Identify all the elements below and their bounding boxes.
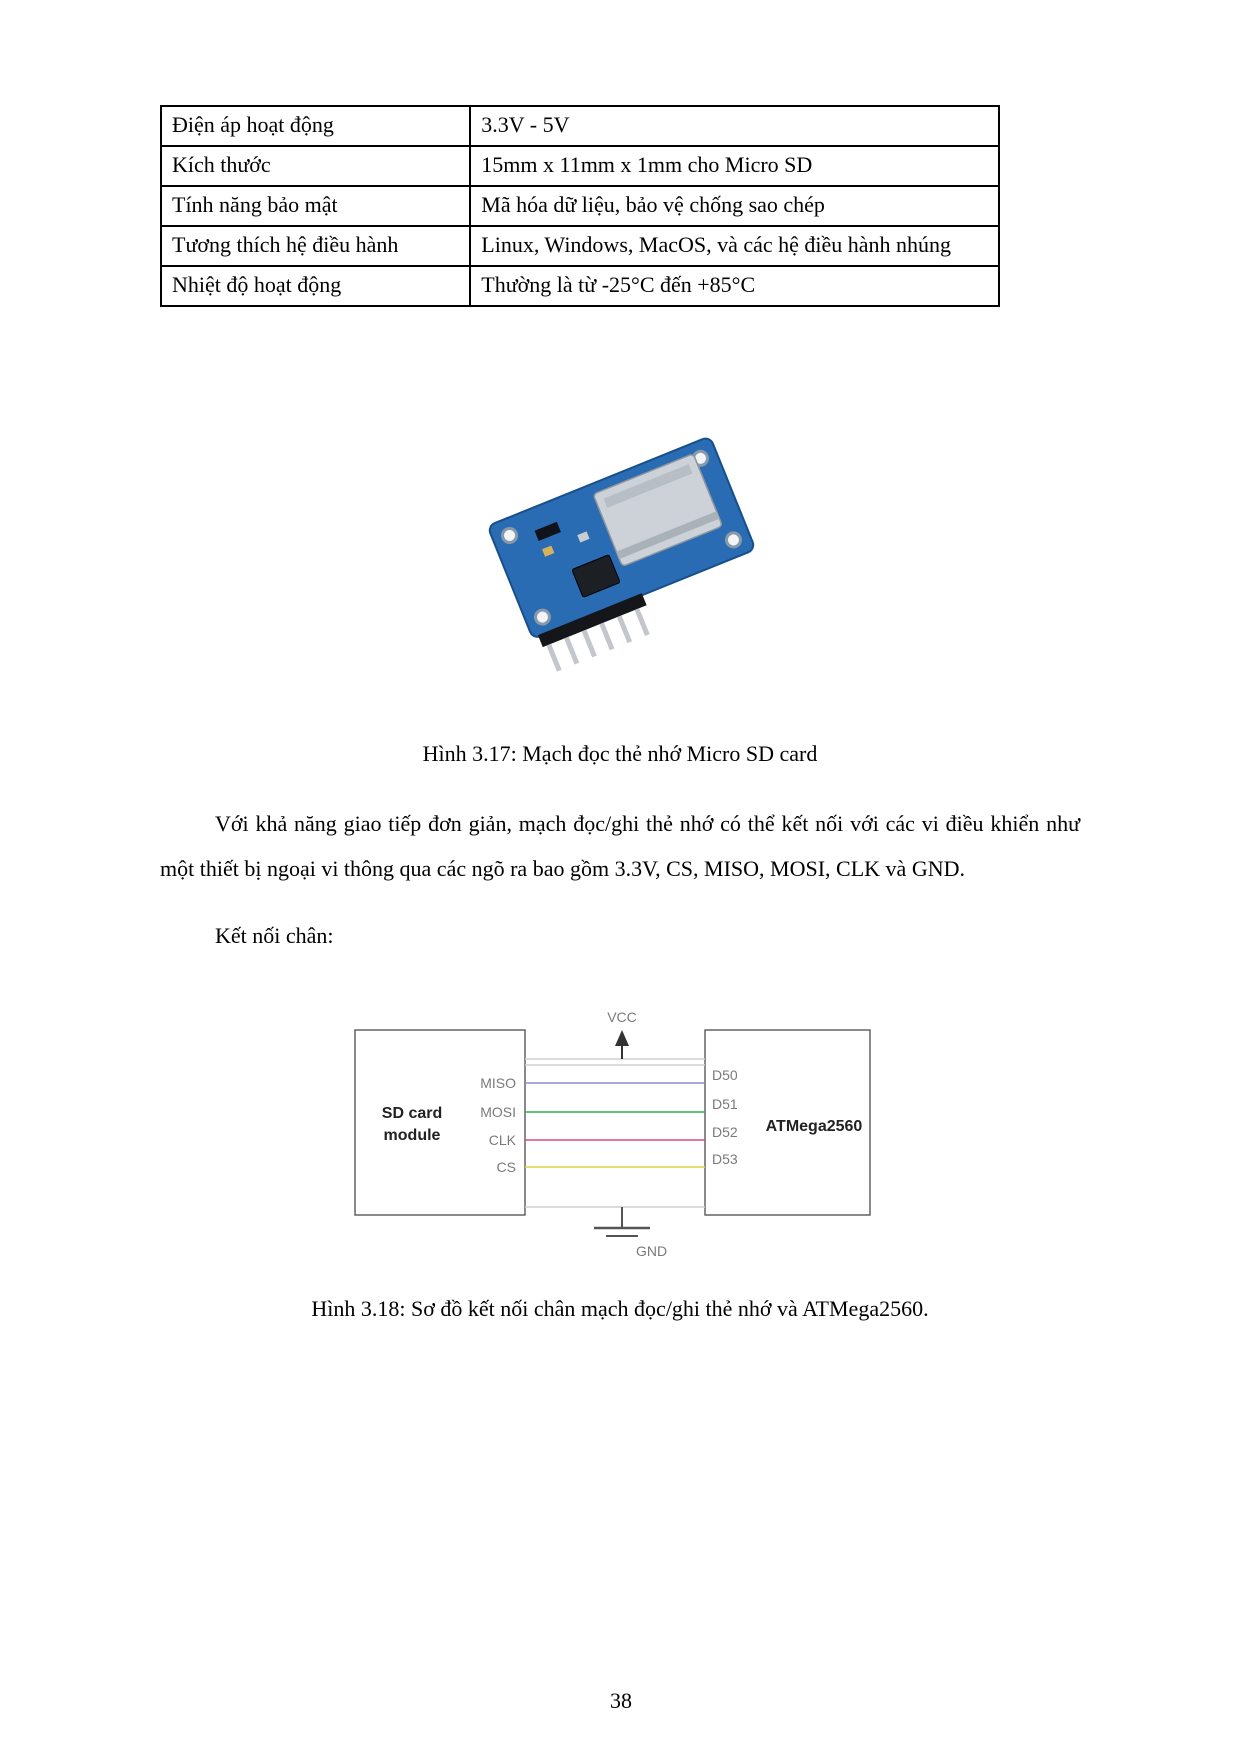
d52-pin-label: D52 [712,1124,738,1140]
table-row [161,186,999,226]
spec-label: Điện áp hoạt động [161,106,470,146]
cs-pin-label: CS [496,1159,516,1175]
spec-value: Linux, Windows, MacOS, và các hệ điều hành nhúng [470,226,999,266]
wiring-diagram-svg [340,1000,900,1270]
figure-caption-318: Hình 3.18: Sơ đồ kết nối chân mạch đọc/ghi thẻ nhớ và ATMega2560. [311,1296,929,1321]
figure-317 [160,399,1080,679]
clk-pin-label: CLK [488,1132,516,1148]
paragraph-intro: Với khả năng giao tiếp đơn giản, mạch đọc/ghi thẻ nhớ có thể kết nối với các vi điều khiển như một thiết bị ngoại vi thông qua các ngõ ra bao gồm 3.3V, CS, MISO, MOSI, CLK và GND. [160,811,1080,881]
header-pin [635,608,650,636]
mosi-pin-label: MOSI [480,1104,516,1120]
spec-label: Tính năng bảo mật [161,186,470,226]
sd-module-title-line2: module [383,1127,441,1144]
vcc-label: VCC [607,1009,637,1025]
table-row [161,106,999,146]
header-pin [546,644,561,672]
miso-pin-label: MISO [480,1075,516,1091]
spec-label: Tương thích hệ điều hành [161,226,470,266]
table-row [161,266,999,306]
paragraph-pin-connection: Kết nối chân: [215,923,334,948]
header-pin [564,637,579,665]
d51-pin-label: D51 [712,1096,738,1112]
atmega-title: ATMega2560 [765,1118,863,1135]
spec-label: Kích thước [161,146,470,186]
micro-sd-module-illustration [450,399,790,679]
spec-label: Nhiệt độ hoạt động [161,266,470,306]
header-pin [617,615,632,643]
spec-value: 15mm x 11mm x 1mm cho Micro SD [470,146,999,186]
spec-value: 3.3V - 5V [470,106,999,146]
page-number: 38 [610,1688,632,1713]
spec-table [160,105,1000,307]
table-row [161,226,999,266]
sd-module-title-line1: SD card [381,1105,443,1122]
d53-pin-label: D53 [712,1151,738,1167]
sd-module-box [355,1030,525,1215]
table-row [161,146,999,186]
gnd-label: GND [636,1243,668,1259]
wiring-diagram [160,1000,1080,1270]
sd-module-board-group [487,436,770,675]
spec-value: Mã hóa dữ liệu, bảo vệ chống sao chép [470,186,999,226]
header-pin [582,630,597,658]
figure-caption-317: Hình 3.17: Mạch đọc thẻ nhớ Micro SD card [422,741,818,766]
spec-value: Thường là từ -25°C đến +85°C [470,266,999,306]
micro-sd-module-photo [160,399,1080,679]
d50-pin-label: D50 [712,1067,738,1083]
vcc-arrow [615,1030,629,1046]
header-pin [599,622,614,650]
